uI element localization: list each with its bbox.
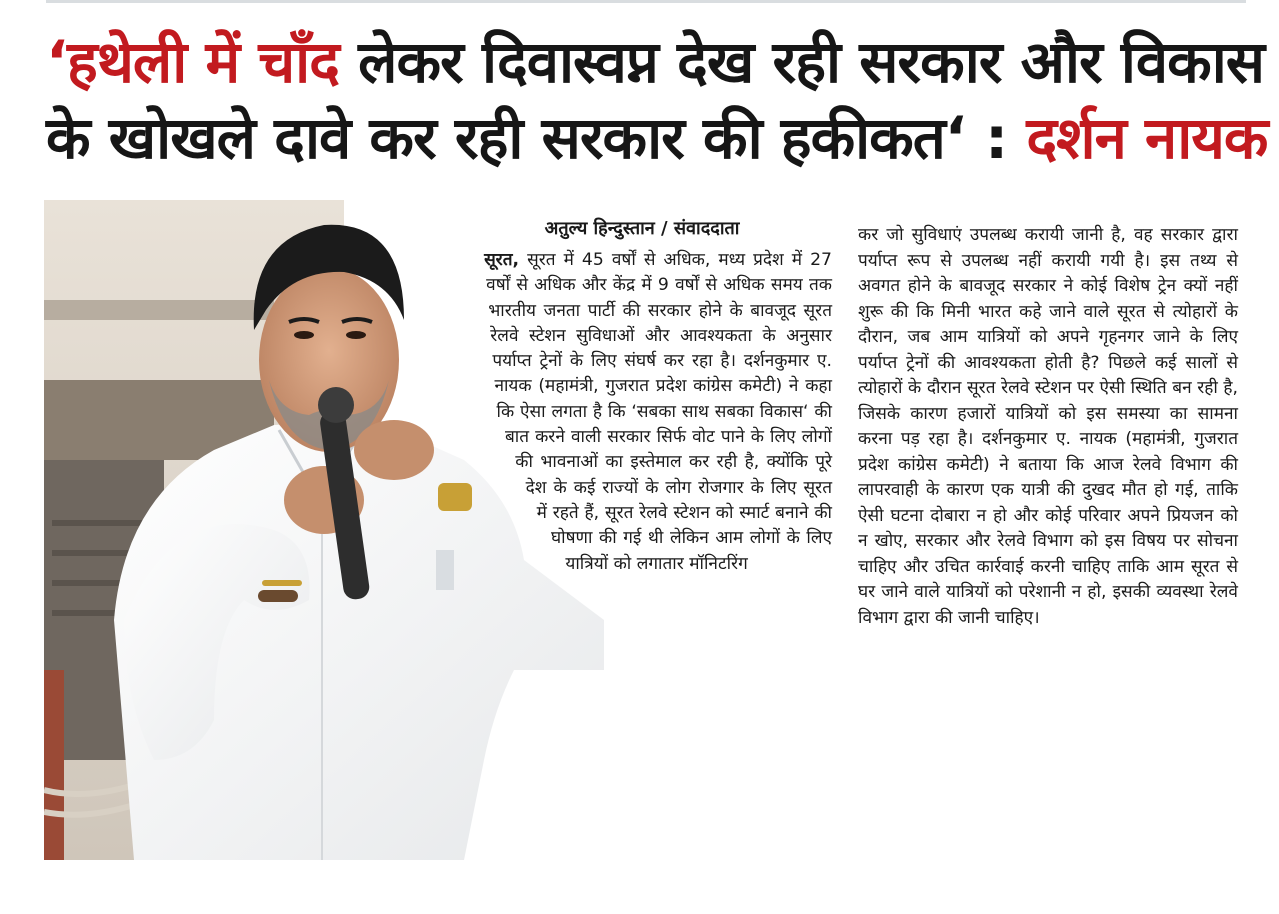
headline-highlight: हथेली में चाँद bbox=[67, 28, 339, 96]
headline-speaker: दर्शन नायक bbox=[1007, 104, 1268, 172]
headline-line-1-rest: लेकर दिवास्वप्न देख रही सरकार और विकास bbox=[338, 28, 1264, 96]
headline-line-2-text: के खोखले दावे कर रही सरकार की हकीकत‘ bbox=[46, 104, 966, 172]
headline bbox=[46, 24, 1268, 176]
headline-quote-open: ‘ bbox=[46, 28, 68, 96]
headline-separator: : bbox=[965, 104, 1008, 172]
headline-line-1 bbox=[46, 24, 1264, 100]
byline: अतुल्य हिन्दुस्तान / संवाददाता bbox=[544, 218, 740, 239]
article-column-1-text: सूरत में 45 वर्षों से अधिक, मध्य प्रदेश में 27 वर्षों से अधिक और केंद्र में 9 वर्षों से अधिक समय तक भारतीय जनता पार्टी की सरकार होने के बावजूद सूरत रेलवे स्टेशन सुविधाओं और आवश्यकता के अनुसार पर्याप्त ट्रेनों के लिए संघर्ष कर रहा है। दर्शनकुमार ए. नायक (महामंत्री, गुजरात प्रदेश कांग्रेस कमेटी) ने कहा कि ऐसा लगता है कि ‘सबका साथ सबका विकास‘ की बात करने वाली सरकार सिर्फ वोट पाने के लिए लोगों की भावनाओं का इस्तेमाल कर रही है, क्योंकि पूरे देश के कई राज्यों के लोग रोजगार के लिए सूरत में रहते हैं, सूरत रेलवे स्टेशन को स्मार्ट बनाने की घोषणा की गई थी लेकिन आम लोगों के लिए यात्रियों को लगातार मॉनिटरिंग bbox=[486, 250, 832, 574]
top-rule bbox=[46, 0, 1246, 3]
article-column-2-text: कर जो सुविधाएं उपलब्ध करायी जानी है, वह सरकार द्वारा पर्याप्त रूप से उपलब्ध नहीं करायी गयी है। इस तथ्य से अवगत होने के बावजूद सरकार ने कोई विशेष ट्रेन क्यों नहीं शुरू की कि मिनी भारत कहे जाने वाले सूरत से त्योहारों के दौरान, जब आम यात्रियों को अपने गृहनगर जाने के लिए पर्याप्त ट्रेनों की आवश्यकता होती है? पिछले कई सालों से त्योहारों के दौरान सूरत रेलवे स्टेशन पर ऐसी स्थिति बन रही है, जिसके कारण हजारों यात्रियों को इस समस्या का सामना करना पड़ रहा है। दर्शनकुमार ए. नायक (महामंत्री, गुजरात प्रदेश कांग्रेस कमेटी) ने बताया कि आज रेलवे विभाग की लापरवाही के कारण एक यात्री की दुखद मौत हो गई, ताकि ऐसी घटना दोबारा न हो और कोई परिवार अपने प्रियजन को न खोए, सरकार और रेलवे विभाग को इस विषय पर सोचना चाहिए और उचित कार्रवाई करनी चाहिए ताकि आम सूरत से घर जाने वाले यात्रियों को परेशानी न हो, इसकी व्यवस्था रेलवे विभाग द्वारा की जानी चाहिए। bbox=[858, 225, 1238, 628]
article-column-1 bbox=[452, 248, 832, 858]
article-column-2 bbox=[858, 223, 1238, 631]
dateline: सूरत, bbox=[484, 250, 520, 270]
headline-line-2 bbox=[46, 100, 1268, 176]
